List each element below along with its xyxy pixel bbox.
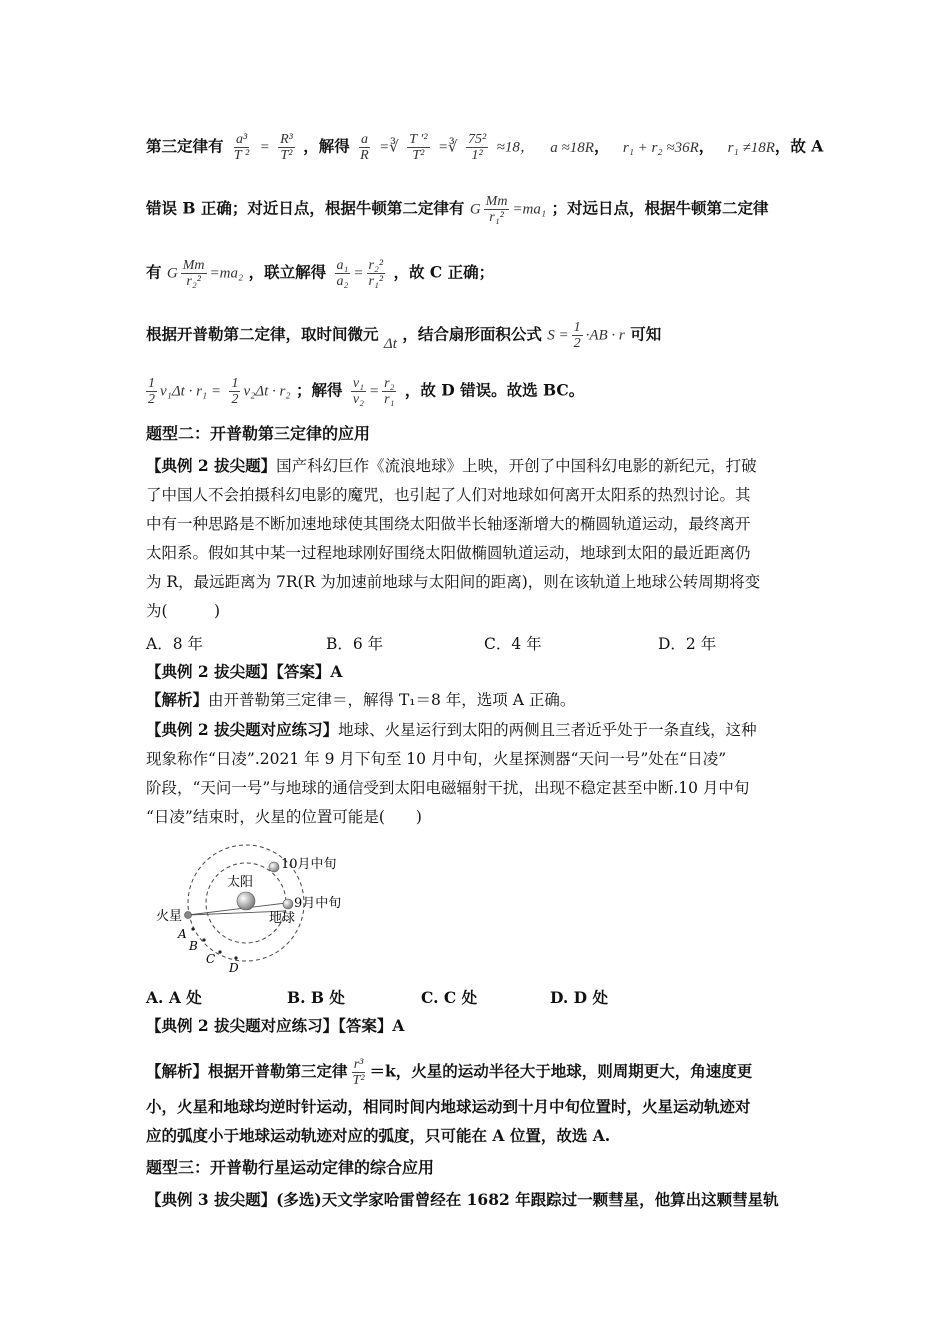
point-c (218, 950, 221, 953)
practice-line-1: 【典例 2 拔尖题对应练习】地球、火星运行到太阳的两侧且三者近乎处于一条直线，这种 (146, 720, 757, 739)
fraction-75-1: $\frac{\text{75²}}{\text{1²}}$ (468, 132, 487, 163)
label-b: B (189, 939, 198, 953)
formula: r₁ + r₂ ≈36R (622, 139, 699, 156)
text: ≈18， (496, 139, 535, 156)
solution-line-5: $\frac{1}{2}$ v₁Δt · r₁ = $\frac{1}{2}$ v₂Δt · r₂ ；解得 $\frac{\text{v₁}}{\text{v₂}}$ = $\frac{\text{r₂}}{\text{r₁}}$ ，故 D 错误。故选 BC。 (148, 376, 585, 407)
cube-root-symbol: ∛ (389, 139, 399, 156)
fraction-r3-t2: $\frac{\text{R³}}{\text{T²}}$ (280, 132, 293, 163)
option-c: C．4 年 (484, 635, 542, 653)
example-2-line-4: 太阳系。假如其中某一过程地球刚好围绕太阳做椭圆轨道运动，地球到太阳的最近距离仍 (146, 544, 751, 562)
example-3-line-1: 【典例 3 拔尖题】(多选)天文学家哈雷曾经在 1682 年跟踪过一颗彗星，他算出这颗彗星轨 (146, 1190, 779, 1209)
formula: a ≈18R (550, 139, 594, 156)
fraction-r2-r1: $\frac{\text{r₂²}}{\text{r₁²}}$ (368, 258, 384, 289)
solution-line-1: 第三定律有 $\frac{\text{a³}}{\text{T ²}}$ = $\frac{\text{R³}}{\text{T²}}$ ，解得 $\frac{a}{R}$ =∛ $\frac{\text{T ′²}}{\text{T²}}$ =∛ $\frac{\text{75²}}{\text{1²}}$ ≈18， a ≈18R， r₁ + r₂ ≈36R， r₁ ≠18R，故 A (146, 132, 824, 163)
fraction-mm-r1: $\frac{Mm}{\text{r₁²}}$ (485, 194, 508, 225)
example-2-answer: 【典例 2 拔尖题】【答案】A (146, 662, 343, 681)
earth-september-icon (283, 899, 293, 909)
practice-analysis-line-3: 应的弧度小于地球运动轨迹对应的弧度，只可能在 A 位置，故选 A. (146, 1126, 611, 1145)
example-2-line-5: 为 R，最远距离为 7R(R 为加速前地球与太阳间的距离)，则在该轨道上地球公转周期将变 (146, 573, 761, 591)
fraction-t2-t2: $\frac{\text{T ′²}}{\text{T²}}$ (409, 132, 428, 163)
label-a: A (178, 927, 187, 941)
example-2-line-1: 【典例 2 拔尖题】国产科幻巨作《流浪地球》上映，开创了中国科幻电影的新纪元，打破 (146, 456, 757, 475)
option-b: B．6 年 (326, 635, 384, 653)
mars-label: 火星 (156, 909, 183, 924)
fraction-r2-r1-b: $\frac{\text{r₂}}{\text{r₁}}$ (384, 376, 395, 407)
option-a: A．8 年 (146, 635, 203, 653)
practice-option-d: D. D 处 (550, 988, 609, 1007)
point-a (191, 927, 194, 930)
solution-line-2: 错误 B 正确；对近日点，根据牛顿第二定律有 G $\frac{Mm}{\text{r₁²}}$ =ma₁ ；对远日点，根据牛顿第二定律 (146, 194, 769, 225)
practice-analysis-line-2: 小，火星和地球均逆时针运动，相同时间内地球运动到十月中旬位置时，火星运动轨迹对 (146, 1097, 751, 1116)
earth-october-icon (269, 862, 279, 872)
example-2-analysis: 【解析】由开普勒第三定律＝，解得 T₁＝8 年，选项 A 正确。 (146, 690, 576, 709)
fraction-mm-r2: $\frac{Mm}{\text{r₂²}}$ (182, 258, 205, 289)
fraction-v1-v2: $\frac{\text{v₁}}{\text{v₂}}$ (352, 376, 365, 407)
example-2-line-2: 了中国人不会拍摄科幻电影的魔咒，也引起了人们对地球如何离开太阳系的热烈讨论。其 (146, 486, 751, 504)
fraction-a-r: $\frac{a}{R}$ (360, 132, 369, 163)
practice-line-3: 阶段，“天问一号”与地球的通信受到太阳电磁辐射干扰，出现不稳定甚至中断.10 月中旬 (146, 779, 750, 797)
earth-label: 地球 (269, 911, 296, 926)
point-d (234, 956, 237, 959)
formula: r₁ ≠18R (727, 139, 775, 156)
example-2-line-3: 中有一种思路是不断加速地球使其围绕太阳做半长轴逐渐增大的椭圆轨道运动，最终离开 (146, 515, 751, 533)
practice-option-a: A. A 处 (146, 988, 202, 1007)
example-2-line-6: 为( ) (146, 602, 221, 620)
fraction-r3-t2-k: $\frac{\text{r³}}{\text{T²}}$ (352, 1057, 365, 1088)
fraction-a1-a2: $\frac{\text{a₁}}{\text{a₂}}$ (336, 258, 349, 289)
sep-label: 9月中旬 (294, 896, 342, 911)
fraction-a3-t2: $\frac{\text{a³}}{\text{T ²}}$ (233, 132, 250, 163)
point-b (202, 938, 205, 941)
mars-icon (185, 912, 192, 919)
section-heading-3: 题型三：开普勒行星运动定律的综合应用 (146, 1158, 435, 1177)
practice-line-4: “日凌”结束时，火星的位置可能是( ) (146, 808, 422, 826)
label-c: C (206, 952, 216, 966)
solution-line-4: 根据开普勒第二定律，取时间微元 Δt ，结合扇形面积公式 S = $\frac{1}{2}$ ·AB · r 可知 (146, 320, 662, 352)
solution-line-3: 有 G $\frac{Mm}{\text{r₂²}}$ =ma₂ ，联立解得 $\frac{\text{a₁}}{\text{a₂}}$ = $\frac{\text{r₂²}}{\text{r₁²}}$ ，故 C 正确； (146, 258, 495, 289)
orbit-diagram (150, 835, 360, 980)
practice-analysis-line-1: 【解析】根据开普勒第三定律 $\frac{\text{r³}}{\text{T²}}$ ＝k，火星的运动半径大于地球，则周期更大，角速度更 (146, 1057, 753, 1088)
text: 第三定律有 (146, 136, 224, 156)
practice-option-b: B. B 处 (287, 988, 345, 1007)
text: ，解得 (303, 136, 350, 156)
sun-icon (237, 892, 255, 910)
option-d: D．2 年 (658, 635, 717, 653)
section-heading-2: 题型二：开普勒第三定律的应用 (146, 424, 371, 443)
label-d: D (229, 961, 239, 975)
practice-line-2: 现象称作“日凌”.2021 年 9 月下旬至 10 月中旬，火星探测器“天问一号”处在“日凌” (146, 750, 727, 768)
practice-option-c: C. C 处 (421, 988, 478, 1007)
sun-label: 太阳 (227, 875, 254, 890)
oct-label: 10月中旬 (281, 857, 337, 872)
fraction-half: $\frac{1}{2}$ (573, 320, 581, 351)
practice-answer: 【典例 2 拔尖题对应练习】【答案】A (146, 1016, 405, 1035)
